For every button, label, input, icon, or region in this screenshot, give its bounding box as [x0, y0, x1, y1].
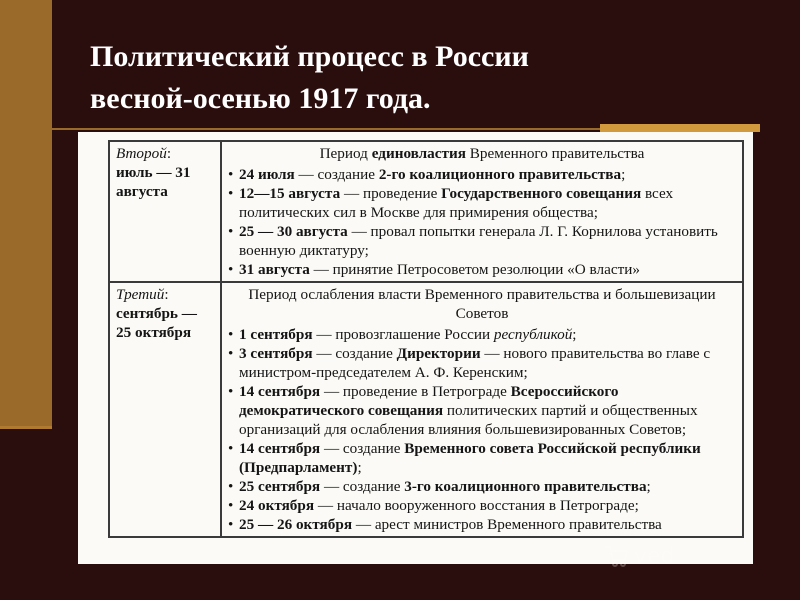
event-text: 14 сентября — [239, 440, 321, 457]
event-text: ; — [572, 326, 577, 343]
event-text: 3 сентября — [239, 345, 313, 362]
bullet-icon: • — [228, 223, 234, 240]
period-name-colon: : — [164, 286, 169, 303]
event-text: 25 сентября — [239, 478, 321, 495]
event-text: 24 октября — [239, 497, 315, 514]
period-cell — [109, 141, 221, 282]
decorative-side-bar-edge — [0, 426, 52, 429]
events-list — [228, 325, 736, 534]
event-item — [228, 325, 736, 344]
event-item — [228, 222, 736, 260]
event-text: 2-го коалиционного правительства — [378, 166, 622, 183]
event-item — [228, 260, 736, 279]
event-item — [228, 477, 736, 496]
bullet-icon: • — [228, 440, 234, 457]
event-text: всех политических сил в Москве для примирения общества; — [239, 185, 674, 221]
event-text: 1 сентября — [239, 326, 313, 343]
bullet-icon: • — [228, 345, 234, 362]
event-text: политических партий и общественных организаций для ослабления влияния большевизированных Советов; — [239, 402, 698, 438]
event-text: — провозглашение России — [312, 326, 494, 343]
event-text: Временного совета Российской республики (Предпарламент) — [239, 440, 701, 476]
period-dates: июль — 31 августа — [116, 164, 191, 200]
event-item — [228, 165, 736, 184]
event-item — [228, 496, 736, 515]
event-text: ; — [621, 166, 626, 183]
watermark-text: ved — [634, 543, 675, 569]
event-text: Директории — [396, 345, 481, 362]
period-name-colon: : — [166, 145, 172, 162]
event-text: — создание — [294, 166, 379, 183]
event-text: республикой — [493, 326, 573, 343]
event-text: Всероссийского демократического совещания — [239, 383, 619, 419]
scanned-table-image — [78, 132, 753, 564]
table-row — [109, 282, 743, 537]
period-heading — [228, 144, 736, 165]
period-name: Третий — [116, 286, 165, 303]
event-text: 25 — 26 октября — [239, 516, 353, 533]
cart-icon — [604, 543, 630, 569]
event-text: — принятие Петросоветом резолюции «О власти» — [309, 261, 640, 278]
bullet-icon: • — [228, 497, 234, 514]
event-text: 3-го коалиционного правительства — [404, 478, 647, 495]
period-heading-text: Временного правительства — [465, 145, 645, 162]
title-underline — [0, 128, 600, 130]
event-item — [228, 515, 736, 534]
event-text: — создание — [320, 440, 405, 457]
bullet-icon: • — [228, 261, 234, 278]
bullet-icon: • — [228, 516, 234, 533]
event-text: 14 сентября — [239, 383, 321, 400]
period-dates: сентябрь — 25 октября — [116, 305, 197, 341]
bullet-icon: • — [228, 166, 234, 183]
bullet-icon: • — [228, 326, 234, 343]
events-cell — [221, 282, 743, 537]
period-heading-text: Период — [319, 145, 372, 162]
event-text: — создание — [320, 478, 405, 495]
table-row — [109, 141, 743, 282]
event-text: — проведение — [340, 185, 442, 202]
period-heading: Период ослабления власти Временного правительства и большевизации Советов — [248, 286, 716, 322]
event-text: 24 июля — [239, 166, 295, 183]
period-name: Второй — [116, 145, 167, 162]
slide-title-line-2: весной-осенью 1917 года. — [90, 82, 431, 115]
event-text: ; — [646, 478, 651, 495]
decorative-side-bar — [0, 0, 52, 426]
event-text: — начало вооруженного восстания в Петрограде; — [314, 497, 639, 514]
slide-title-line-1: Политический процесс в России — [90, 40, 529, 73]
bullet-icon: • — [228, 185, 234, 202]
event-text: 31 августа — [239, 261, 310, 278]
bullet-icon: • — [228, 383, 234, 400]
event-text: — арест министров Временного правительства — [352, 516, 662, 533]
event-text: 25 — 30 августа — [239, 223, 348, 240]
event-text: — провал попытки генерала Л. Г. Корнилова установить военную диктатуру; — [239, 223, 718, 259]
event-text: — создание — [312, 345, 397, 362]
watermark-logo — [604, 536, 675, 576]
period-heading-emphasis: единовластия — [371, 145, 466, 162]
event-text: 12—15 августа — [239, 185, 341, 202]
event-item — [228, 184, 736, 222]
event-text: — нового правительства во главе с министром-председателем А. Ф. Керенским; — [239, 345, 711, 381]
event-text: — проведение в Петрограде — [320, 383, 511, 400]
event-item — [228, 439, 736, 477]
event-text: Государственного совещания — [441, 185, 642, 202]
event-text: ; — [357, 459, 362, 476]
events-cell — [221, 141, 743, 282]
events-list — [228, 165, 736, 279]
event-item — [228, 344, 736, 382]
slide-title — [90, 36, 770, 120]
title-accent-bar — [600, 124, 760, 132]
event-item — [228, 382, 736, 439]
bullet-icon: • — [228, 478, 234, 495]
period-cell — [109, 282, 221, 537]
periods-table — [108, 140, 744, 538]
